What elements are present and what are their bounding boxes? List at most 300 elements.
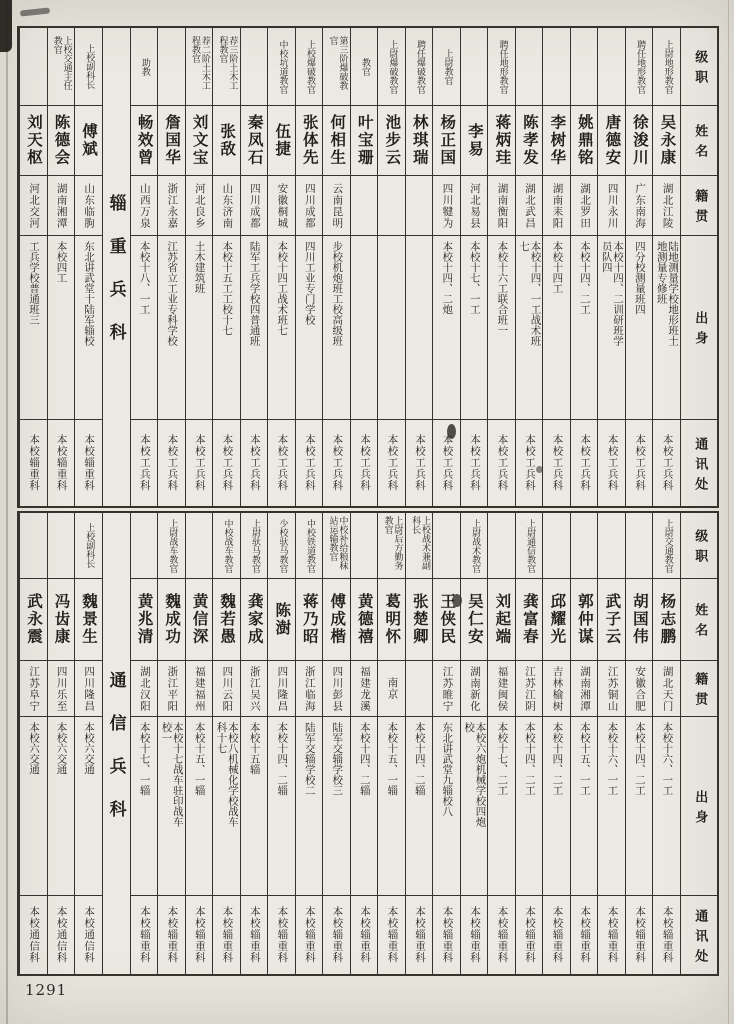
address-cell: 本校工兵科	[551, 434, 564, 492]
name-cell: 杨正国	[433, 106, 460, 176]
scan-artifact	[0, 0, 12, 52]
address-cell: 本校辎重科	[55, 434, 68, 492]
address-cell: 本校辎重科	[358, 906, 371, 964]
address-cell: 本校辎重科	[441, 906, 454, 964]
address-cell: 本校工兵科	[606, 434, 619, 492]
rank-cell	[20, 513, 47, 579]
address-cell: 本校工兵科	[579, 434, 592, 492]
origin-cell: 福建福州	[186, 661, 213, 717]
person-column	[377, 513, 405, 974]
rank-cell: 教官	[351, 28, 378, 106]
person-column	[212, 28, 240, 506]
person-column	[19, 28, 47, 506]
rank-cell: 聘任地形教官	[488, 28, 515, 106]
category-header-label: 出身	[692, 311, 708, 351]
address-cell: 本校辎重科	[331, 906, 344, 964]
person-column	[432, 513, 460, 974]
person-column	[295, 513, 323, 974]
name-cell: 傅斌	[75, 106, 102, 176]
education-cell	[406, 236, 433, 420]
origin-cell: 南京	[378, 661, 405, 717]
name-cell: 李易	[461, 106, 488, 176]
address-cell: 本校辎重科	[469, 906, 481, 964]
name-cell: 胡国伟	[626, 579, 653, 661]
origin-cell: 湖南耒阳	[543, 176, 570, 236]
name-cell: 唐德安	[598, 106, 625, 176]
person-column	[157, 28, 185, 506]
category-header-cell	[681, 236, 717, 420]
person-columns-right	[130, 28, 680, 506]
category-header-cell	[681, 661, 717, 717]
address-cell: 本校辎重科	[524, 906, 537, 964]
name-cell: 魏成功	[158, 579, 185, 661]
person-column	[240, 513, 268, 974]
address-cell: 本校辎重科	[193, 906, 206, 964]
name-cell: 武子云	[598, 579, 625, 661]
rank-cell	[488, 513, 515, 579]
origin-cell: 湖南湘潭	[48, 176, 75, 236]
name-cell: 张敌	[213, 106, 240, 176]
origin-cell: 江苏铜山	[598, 661, 625, 717]
origin-cell: 四川隆昌	[268, 661, 295, 717]
address-cell: 本校工兵科	[441, 434, 454, 492]
name-cell: 陈孝发	[516, 106, 543, 176]
name-cell: 黄信深	[186, 579, 213, 661]
name-cell: 刘文宝	[186, 106, 213, 176]
person-column	[405, 28, 433, 506]
rank-cell: 上尉驮马教官	[241, 513, 268, 579]
education-cell: 陆地测量学校地形班土地测量专修班	[653, 236, 680, 420]
origin-cell: 湖南衡阳	[488, 176, 515, 236]
person-column	[570, 513, 598, 974]
person-column	[350, 513, 378, 974]
person-columns-right	[130, 513, 680, 974]
category-header-label: 通讯处	[692, 908, 708, 969]
origin-cell: 四川成都	[241, 176, 268, 236]
address-cell: 本校工兵科	[221, 434, 234, 492]
origin-cell: 江苏阜宁	[20, 661, 47, 717]
person-column	[377, 28, 405, 506]
education-cell: 本校六交通	[75, 717, 102, 896]
person-column	[570, 28, 598, 506]
address-cell: 本校工兵科	[248, 434, 261, 492]
person-column	[322, 28, 350, 506]
origin-cell: 河北易县	[461, 176, 488, 236]
education-cell: 土木建筑班	[186, 236, 213, 420]
address-cell: 本校辎重科	[303, 906, 316, 964]
origin-cell: 湖北罗田	[571, 176, 598, 236]
category-header-label: 姓名	[692, 603, 708, 643]
rank-cell: 上尉教官	[433, 28, 460, 106]
address-cell: 本校工兵科	[469, 434, 481, 492]
education-cell: 陆军交辎学校二	[296, 717, 323, 896]
roster-table-lower	[17, 511, 719, 976]
name-cell: 林琪瑞	[406, 106, 433, 176]
education-cell: 步校机炮班工校高级班	[323, 236, 350, 420]
address-cell: 本校辎重科	[413, 906, 426, 964]
person-column	[542, 28, 570, 506]
rank-cell: 上校战术兼副科长	[406, 513, 433, 579]
origin-cell: 河北良乡	[186, 176, 213, 236]
origin-cell: 浙江临海	[296, 661, 323, 717]
person-column	[295, 28, 323, 506]
person-column	[130, 28, 158, 506]
category-header-cell	[681, 106, 717, 176]
address-cell: 本校辎重科	[221, 906, 234, 964]
origin-cell: 河北交河	[20, 176, 47, 236]
education-cell: 本校十八、一工	[131, 236, 158, 420]
address-cell: 本校辎重科	[166, 906, 179, 964]
name-cell: 池步云	[378, 106, 405, 176]
name-cell: 蒋炳珪	[488, 106, 515, 176]
name-cell: 龚家成	[241, 579, 268, 661]
name-cell: 黄兆清	[131, 579, 158, 661]
person-column	[460, 513, 488, 974]
origin-cell	[406, 176, 433, 236]
person-column	[185, 28, 213, 506]
person-column	[487, 28, 515, 506]
origin-cell: 四川云阳	[213, 661, 240, 717]
person-columns-left	[19, 513, 102, 974]
person-column	[47, 28, 75, 506]
person-column	[267, 513, 295, 974]
rank-cell: 上尉地形教官	[653, 28, 680, 106]
name-cell: 刘天枢	[20, 106, 47, 176]
person-column	[652, 28, 680, 506]
origin-cell: 湖南湘潭	[571, 661, 598, 717]
education-cell: 本校十四、二辎	[351, 717, 378, 896]
address-cell: 本校工兵科	[386, 434, 399, 492]
rank-cell: 聘任爆破教官	[406, 28, 433, 106]
name-cell: 黄德禧	[351, 579, 378, 661]
name-cell: 葛明怀	[378, 579, 405, 661]
rank-cell	[20, 28, 47, 106]
education-cell: 本校十七、二工	[488, 717, 515, 896]
category-header-cell	[681, 28, 717, 106]
address-cell: 本校工兵科	[276, 434, 289, 492]
origin-cell: 江苏江阴	[516, 661, 543, 717]
address-cell: 本校辎重科	[83, 434, 96, 492]
address-cell: 本校工兵科	[413, 434, 426, 492]
origin-cell: 四川犍为	[433, 176, 460, 236]
category-header-cell	[681, 176, 717, 236]
education-cell: 本校十六、一工	[598, 717, 625, 896]
rank-cell	[543, 513, 570, 579]
education-cell: 本校八机械化学校战车科十七	[213, 717, 240, 896]
roster-table-upper	[17, 26, 719, 508]
name-cell: 郭仲谋	[571, 579, 598, 661]
person-column	[625, 513, 653, 974]
name-cell: 陈澍	[268, 579, 295, 661]
address-cell: 本校辎重科	[606, 906, 619, 964]
page-number: 1291	[25, 981, 68, 999]
education-cell: 本校十五、一工	[571, 717, 598, 896]
address-cell: 本校工兵科	[496, 434, 509, 492]
education-cell: 本校十四、一工战术班七	[516, 236, 543, 420]
address-cell: 本校工兵科	[661, 434, 674, 492]
education-cell: 本校十五工工校十七	[213, 236, 240, 420]
rank-cell: 第三阶爆破教官	[323, 28, 350, 106]
origin-cell: 山东临朐	[75, 176, 102, 236]
name-cell: 叶宝珊	[351, 106, 378, 176]
name-cell: 冯齿康	[48, 579, 75, 661]
origin-cell: 四川隆昌	[75, 661, 102, 717]
education-cell: 四分校测量班四	[626, 236, 653, 420]
rank-cell	[131, 513, 158, 579]
name-cell: 魏景生	[75, 579, 102, 661]
education-cell: 本校十七、一辎	[131, 717, 158, 896]
name-cell: 蒋乃昭	[296, 579, 323, 661]
rank-cell: 荐三阶土木工程教官	[213, 28, 240, 106]
category-header-label: 出身	[692, 789, 708, 830]
name-cell: 吴永康	[653, 106, 680, 176]
education-cell: 东北讲武堂十陆军辎校	[75, 236, 102, 420]
education-cell: 本校十五、一辎	[186, 717, 213, 896]
education-cell: 陆军工兵学校四普通班	[241, 236, 268, 420]
person-column	[185, 513, 213, 974]
name-cell: 詹国华	[158, 106, 185, 176]
address-cell: 本校通信科	[28, 906, 41, 964]
origin-cell	[378, 176, 405, 236]
rank-cell: 上校爆破教官	[296, 28, 323, 106]
rank-cell	[186, 513, 213, 579]
education-cell: 东北讲武堂九辎校八	[433, 717, 460, 896]
address-cell: 本校辎重科	[276, 906, 289, 964]
address-cell: 本校辎重科	[579, 906, 592, 964]
origin-cell: 浙江平阳	[158, 661, 185, 717]
education-cell: 本校六交通	[20, 717, 47, 896]
person-column	[432, 28, 460, 506]
name-cell: 刘起端	[488, 579, 515, 661]
address-cell: 本校辎重科	[386, 906, 399, 964]
education-cell: 本校十四工战术班七	[268, 236, 295, 420]
education-cell: 本校十五辎	[241, 717, 268, 896]
address-cell: 本校辎重科	[496, 906, 509, 964]
rank-cell	[48, 513, 75, 579]
origin-cell: 广东南海	[626, 176, 653, 236]
rank-cell	[461, 28, 488, 106]
rank-cell: 中校坑道教官	[268, 28, 295, 106]
origin-cell: 四川永川	[598, 176, 625, 236]
person-column	[625, 28, 653, 506]
person-column	[19, 513, 47, 974]
name-cell: 陈德会	[48, 106, 75, 176]
name-cell: 龚富春	[516, 579, 543, 661]
education-cell: 四川工业专门学校	[296, 236, 323, 420]
address-cell: 本校工兵科	[303, 434, 316, 492]
person-column	[157, 513, 185, 974]
origin-cell: 吉林榆树	[543, 661, 570, 717]
section-label: 通信兵科	[105, 670, 126, 843]
address-cell: 本校工兵科	[331, 434, 344, 492]
person-column	[350, 28, 378, 506]
rank-cell: 助教	[131, 28, 158, 106]
person-column	[240, 28, 268, 506]
origin-cell: 湖北武昌	[516, 176, 543, 236]
name-cell: 姚鼎铭	[571, 106, 598, 176]
education-cell: 本校四工	[48, 236, 75, 420]
category-header-cell	[681, 717, 717, 896]
category-header-cell	[681, 896, 717, 974]
rank-cell	[516, 28, 543, 106]
origin-cell: 湖北汉阳	[131, 661, 158, 717]
name-cell: 畅效曾	[131, 106, 158, 176]
education-cell: 本校十六、一工	[653, 717, 680, 896]
page-gutter-line	[6, 0, 8, 1024]
address-cell: 本校工兵科	[524, 434, 537, 492]
origin-cell: 山西万泉	[131, 176, 158, 236]
rank-cell: 荐二阶土木工程教官	[186, 28, 213, 106]
origin-cell: 江苏睢宁	[433, 661, 460, 717]
person-column	[267, 28, 295, 506]
address-cell: 本校工兵科	[166, 434, 179, 492]
education-cell: 本校十四、二炮	[433, 236, 460, 420]
category-header-cell	[681, 420, 717, 506]
education-cell	[378, 236, 405, 420]
rank-cell: 上尉战术教官	[461, 513, 488, 579]
address-cell: 本校通信科	[55, 906, 68, 964]
rank-cell: 中校战车教官	[213, 513, 240, 579]
origin-cell	[406, 661, 433, 717]
category-header-label: 通讯处	[692, 436, 708, 497]
scan-artifact	[20, 7, 50, 16]
origin-cell: 浙江吴兴	[241, 661, 268, 717]
rank-cell	[158, 28, 185, 106]
person-column	[652, 513, 680, 974]
education-cell: 工兵学校普通班三	[20, 236, 47, 420]
address-cell: 本校工兵科	[634, 434, 647, 492]
name-cell: 张楚卿	[406, 579, 433, 661]
section-label-column-transport	[102, 28, 130, 506]
address-cell: 本校辎重科	[248, 906, 261, 964]
person-column	[515, 513, 543, 974]
category-header-cell	[681, 579, 717, 661]
person-column	[74, 28, 102, 506]
address-cell: 本校通信科	[83, 906, 96, 964]
education-cell	[351, 236, 378, 420]
rank-cell	[433, 513, 460, 579]
rank-cell: 上校交通主任教官	[48, 28, 75, 106]
rank-cell: 中校铁道教官	[296, 513, 323, 579]
origin-cell: 福建闽侯	[488, 661, 515, 717]
category-header-label: 姓名	[692, 124, 708, 164]
person-columns-left	[19, 28, 102, 506]
name-cell: 傅成楷	[323, 579, 350, 661]
person-column	[515, 28, 543, 506]
rank-cell: 上尉交通教官	[653, 513, 680, 579]
name-cell: 王侠民	[433, 579, 460, 661]
education-cell: 本校六炮机械学校四炮校	[461, 717, 488, 896]
education-cell: 本校十四、二工	[516, 717, 543, 896]
origin-cell: 云南昆明	[323, 176, 350, 236]
education-cell: 本校十四、二训研班学员队四	[598, 236, 625, 420]
origin-cell: 山东济南	[213, 176, 240, 236]
address-cell: 本校辎重科	[28, 434, 41, 492]
origin-cell: 四川乐至	[48, 661, 75, 717]
rank-cell: 上尉战车教官	[158, 513, 185, 579]
person-column	[542, 513, 570, 974]
person-column	[212, 513, 240, 974]
person-column	[130, 513, 158, 974]
section-label-column-signal	[102, 513, 130, 974]
person-column	[322, 513, 350, 974]
education-cell: 本校十五、一辎	[378, 717, 405, 896]
education-cell: 本校十七、一工	[461, 236, 488, 420]
name-cell: 武永震	[20, 579, 47, 661]
person-column	[487, 513, 515, 974]
origin-cell: 浙江永嘉	[158, 176, 185, 236]
origin-cell: 安徽合肥	[626, 661, 653, 717]
rank-cell: 上尉后方勤务教官	[378, 513, 405, 579]
address-cell: 本校工兵科	[193, 434, 206, 492]
category-header-column	[680, 28, 717, 506]
name-cell: 邱耀光	[543, 579, 570, 661]
origin-cell: 湖北江陵	[653, 176, 680, 236]
section-label: 辎重兵科	[105, 194, 126, 366]
rank-cell	[598, 513, 625, 579]
page-edge-line	[728, 0, 729, 1024]
education-cell: 本校六交通	[48, 717, 75, 896]
name-cell: 李树华	[543, 106, 570, 176]
name-cell: 张体先	[296, 106, 323, 176]
rank-cell: 聘任地形教官	[626, 28, 653, 106]
person-column	[405, 513, 433, 974]
rank-cell	[626, 513, 653, 579]
category-header-label: 籍贯	[692, 672, 708, 712]
category-header-label: 级职	[692, 50, 708, 90]
category-header-label: 级职	[692, 529, 708, 569]
person-column	[74, 513, 102, 974]
rank-cell: 上尉通信教官	[516, 513, 543, 579]
education-cell: 本校十四工	[543, 236, 570, 420]
rank-cell	[598, 28, 625, 106]
education-cell: 本校十七战车驻印战车校一	[158, 717, 185, 896]
name-cell: 伍捷	[268, 106, 295, 176]
person-column	[597, 28, 625, 506]
education-cell: 本校十四、二工	[626, 717, 653, 896]
address-cell: 本校辎重科	[138, 906, 151, 964]
origin-cell: 四川成都	[296, 176, 323, 236]
person-column	[47, 513, 75, 974]
category-header-cell	[681, 513, 717, 579]
person-column	[460, 28, 488, 506]
education-cell: 本校十四、二辎	[268, 717, 295, 896]
rank-cell: 上校副科长	[75, 28, 102, 106]
rank-cell: 上尉爆破教官	[378, 28, 405, 106]
rank-cell	[571, 28, 598, 106]
education-cell: 陆军交辎学校三	[323, 717, 350, 896]
name-cell: 杨志鹏	[653, 579, 680, 661]
education-cell: 本校十四、二工	[543, 717, 570, 896]
origin-cell	[351, 176, 378, 236]
name-cell: 吴仁安	[461, 579, 488, 661]
category-header-column	[680, 513, 717, 974]
origin-cell: 四川彭县	[323, 661, 350, 717]
name-cell: 徐浚川	[626, 106, 653, 176]
rank-cell: 少校驮马教官	[268, 513, 295, 579]
rank-cell	[241, 28, 268, 106]
category-header-label: 籍贯	[692, 189, 708, 229]
origin-cell: 湖南新化	[461, 661, 488, 717]
origin-cell: 湖北天门	[653, 661, 680, 717]
address-cell: 本校工兵科	[358, 434, 371, 492]
education-cell: 本校十六工联合班一	[488, 236, 515, 420]
name-cell: 魏若愚	[213, 579, 240, 661]
origin-cell: 安徽桐城	[268, 176, 295, 236]
rank-cell	[351, 513, 378, 579]
education-cell: 本校十四、二辎	[406, 717, 433, 896]
address-cell: 本校辎重科	[634, 906, 647, 964]
